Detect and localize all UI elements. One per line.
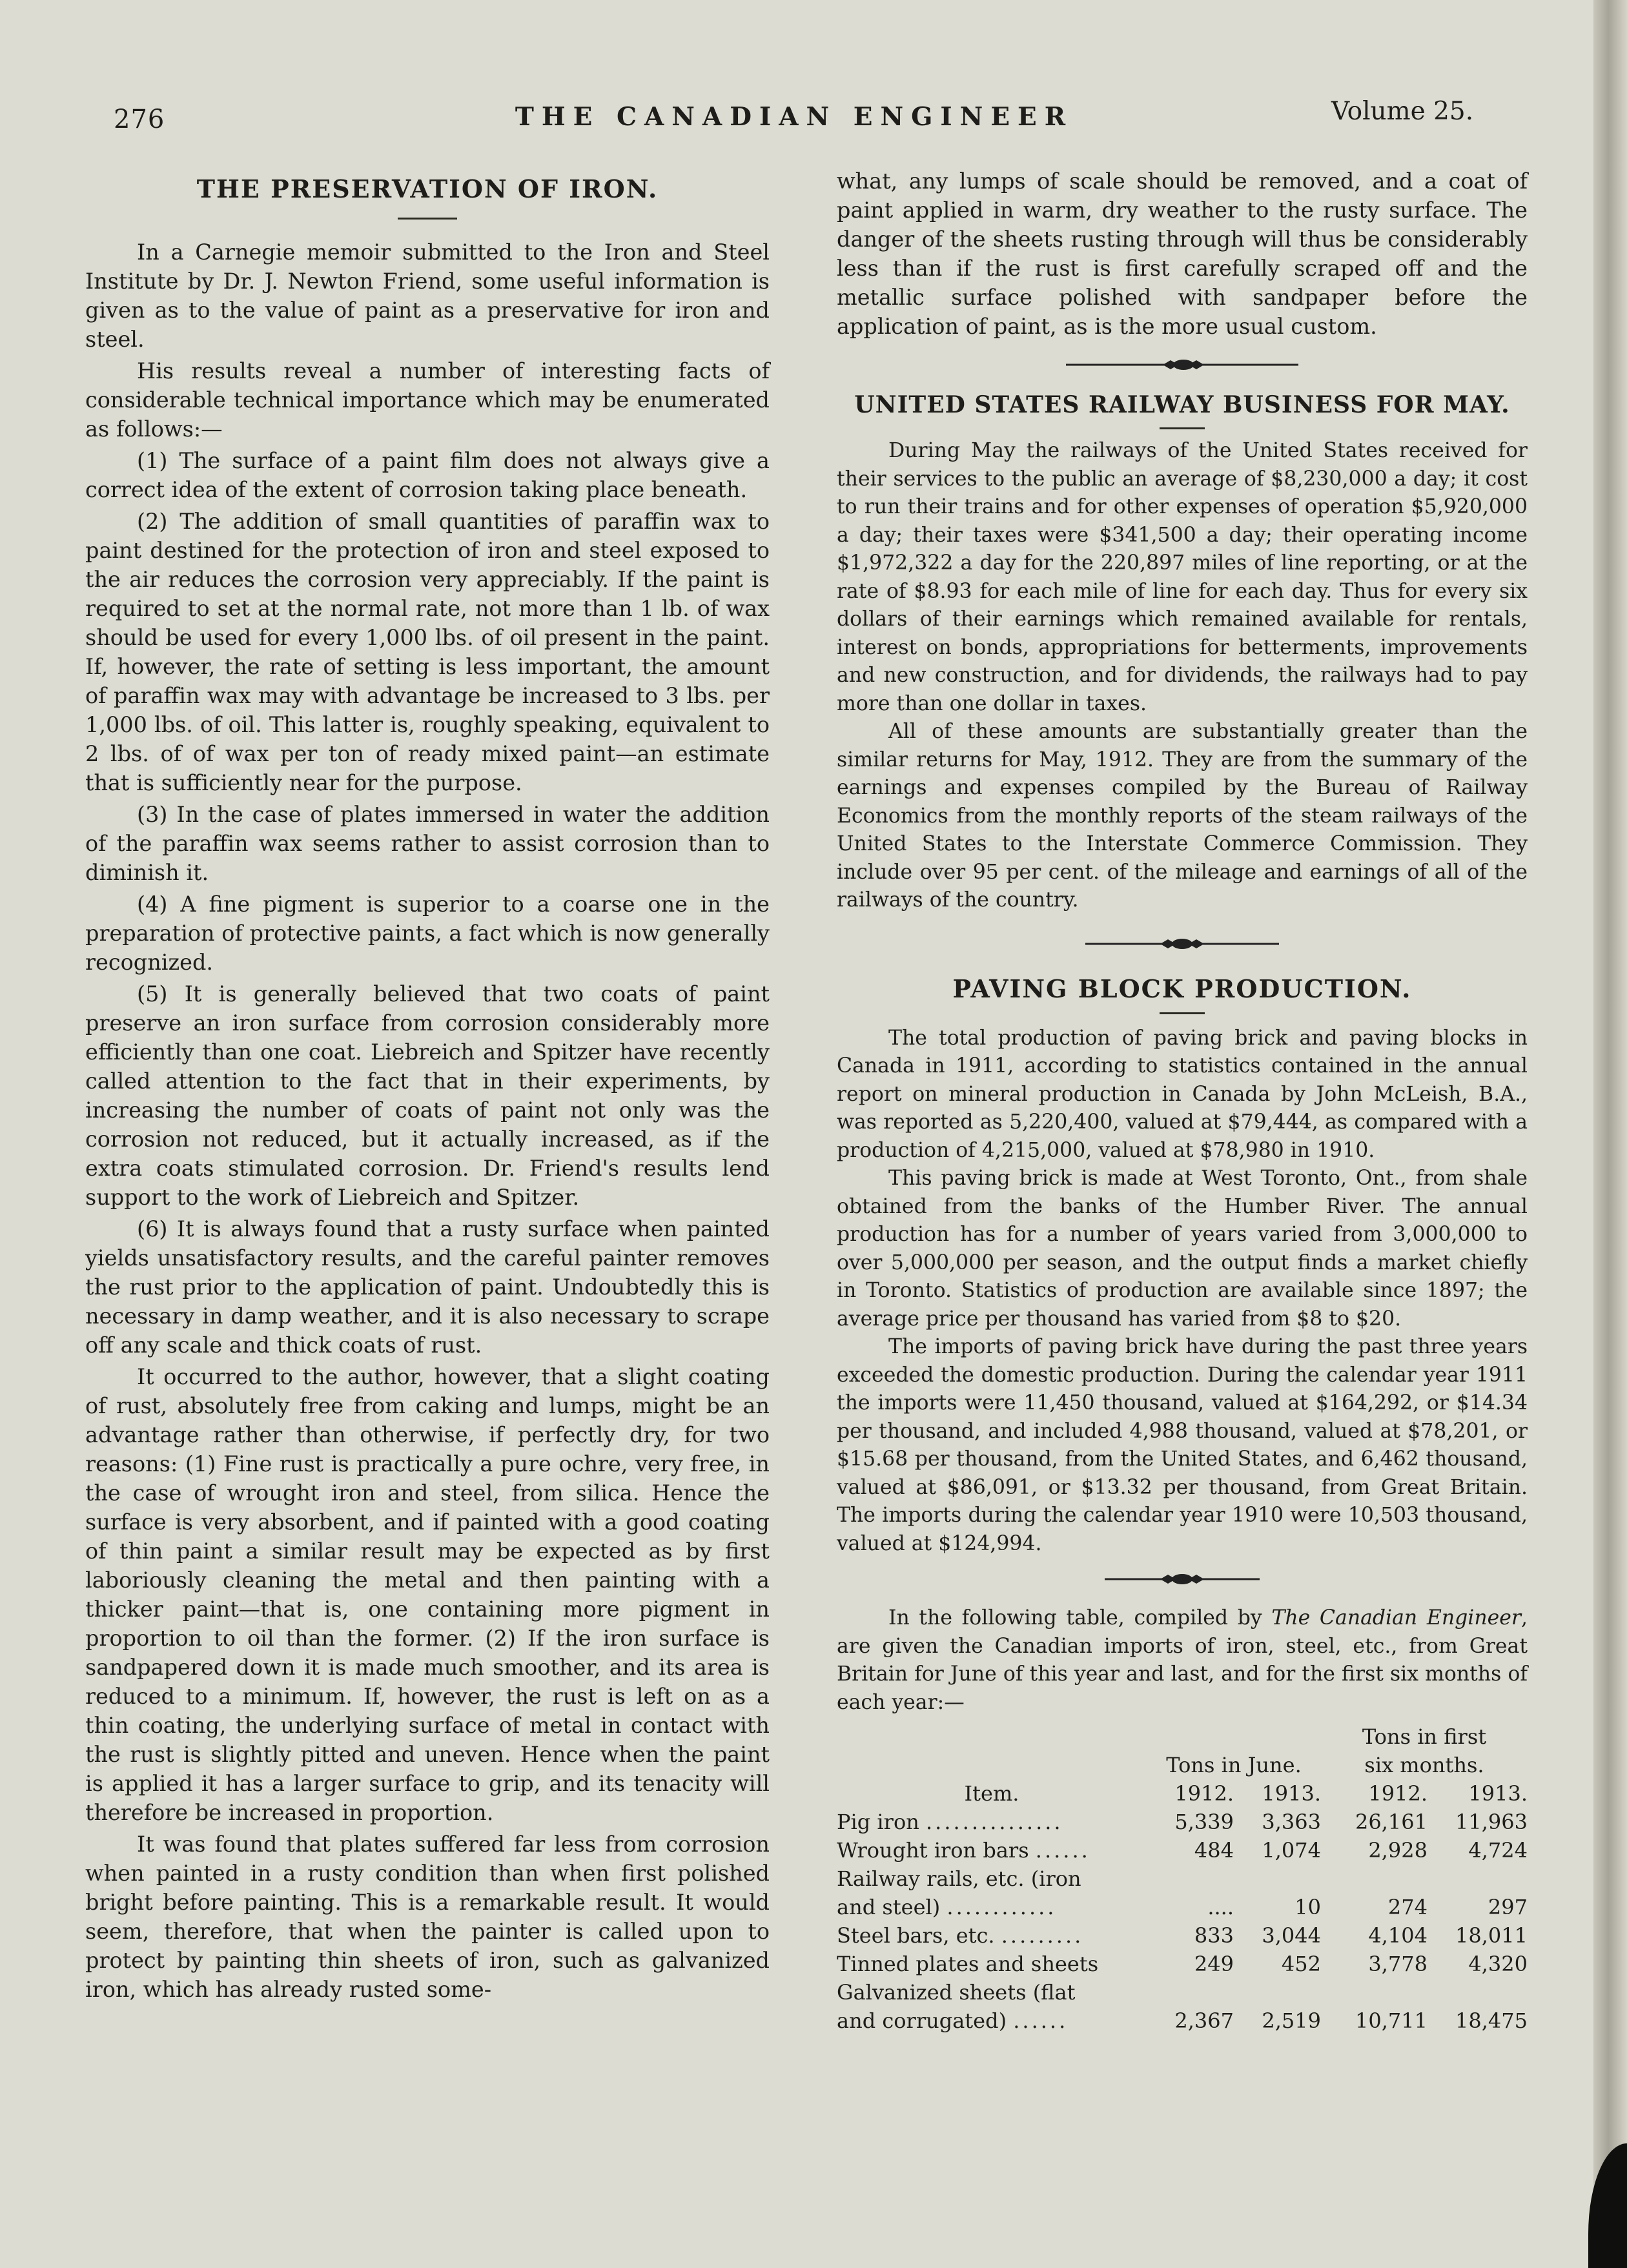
row-item: Pig iron: [837, 1810, 919, 1834]
paragraph: The imports of paving brick have during the past three years exceeded the domestic production. During the calendar year 1911 the imports were 11,450 thousand, valued at $164,292, or $14.34 per thousand, and included 4,988 thousand, valued at $78,201, or $15.68 per thousand, from the United States, and 6,462 thousand, valued at $86,091, or $13.32 per thousand, from Great Britain. The imports during the calendar year 1910 were 10,503 thousand, valued at $124,994.: [837, 1335, 1528, 1555]
table-cell: 452: [1281, 1952, 1321, 1976]
paragraph: During May the railways of the United States received for their services to the public an average of $8,230,000 a day; it cost to run their trains and for other expenses of operation $5,920,000 a day; their taxes were $341,500 a day; their operating income $1,972,322 a day for the 220,897 miles of line reporting, or at the rate of $8.93 for each mile of line for each day. Thus for every six dollars of their earnings which remained available for rentals, interest on bonds, appropriations for betterments, improvements and new construction, and for dividends, the railways had to pay more than one dollar in taxes.: [837, 439, 1528, 715]
table-cell: ....: [1207, 1895, 1234, 1919]
table-cell: 2,367: [1174, 2008, 1234, 2033]
title-rule: [1160, 1012, 1205, 1014]
table-row: [837, 1806, 1528, 1834]
leader-dots: ......: [1035, 1838, 1090, 1863]
railway-article-title: UNITED STATES RAILWAY BUSINESS FOR MAY.: [854, 391, 1510, 418]
paragraph: (3) In the case of plates immersed in water the addition of the paraffin wax seems rather to assist corrosion than to diminish it.: [85, 802, 770, 885]
table-row: [837, 1948, 1528, 1976]
paragraph: In a Carnegie memoir submitted to the Iron and Steel Institute by Dr. J. Newton Friend, some useful information is given as to the value of paint as a preservative for iron and steel.: [85, 240, 770, 352]
table-cell: 18,011: [1455, 1923, 1528, 1948]
table-cell: 3,363: [1262, 1810, 1321, 1834]
header-item: Item.: [964, 1781, 1019, 1806]
row-item: Tinned plates and sheets: [837, 1952, 1099, 1976]
imports-table: [837, 1721, 1528, 2033]
right-column: [837, 167, 1528, 2033]
table-cell: 10: [1294, 1895, 1321, 1919]
table-cell: 4,724: [1468, 1838, 1528, 1863]
table-row: [837, 1919, 1528, 1948]
running-header: [0, 0, 1588, 148]
table-cell: 18,475: [1455, 2008, 1528, 2033]
row-item: Galvanized sheets (flat: [837, 1980, 1076, 2005]
header-six-months-line2: six months.: [1364, 1753, 1484, 1777]
table-cell: 11,963: [1455, 1810, 1528, 1834]
leader-dots: ......: [1013, 2008, 1069, 2033]
table-cell: 4,104: [1368, 1923, 1427, 1948]
paragraph: The total production of paving brick and paving blocks in Canada in 1911, according to statistics contained in the annual report on mineral production in Canada by John McLeish, B.A., was reported as 5,220,400, valued at $79,444, as compared with a production of 4,215,000, valued at $78,980 in 1910.: [837, 1026, 1528, 1162]
table-cell: 274: [1387, 1895, 1427, 1919]
header-year: 1913.: [1262, 1781, 1321, 1806]
iron-article-body: [85, 238, 770, 2004]
table-cell: 2,519: [1262, 2008, 1321, 2033]
ornament-divider: [1085, 937, 1279, 951]
table-header-row: [837, 1721, 1528, 1749]
paving-article-title: PAVING BLOCK PRODUCTION.: [952, 974, 1412, 1003]
table-row: [837, 1863, 1528, 1891]
page-number: 276: [114, 105, 165, 134]
paving-article-body: [837, 1025, 1528, 1558]
railway-article-body: [837, 437, 1528, 915]
leader-dots: ...............: [926, 1810, 1063, 1834]
table-header-row: [837, 1777, 1528, 1806]
ornament-divider: [1105, 1572, 1260, 1586]
header-year: 1913.: [1468, 1781, 1528, 1806]
table-header-row: [837, 1749, 1528, 1777]
page-binding-edge: [1593, 0, 1627, 2268]
table-intro: [837, 1604, 1528, 1717]
table-intro-italic: The Canadian Engineer: [1271, 1606, 1521, 1629]
leader-dots: ............: [947, 1895, 1057, 1919]
table-cell: 5,339: [1174, 1810, 1234, 1834]
table-cell: 484: [1194, 1838, 1234, 1863]
iron-article-title: THE PRESERVATION OF IRON.: [196, 174, 659, 203]
title-rule: [1160, 427, 1205, 429]
table-cell: 2,928: [1368, 1838, 1427, 1863]
row-item: Wrought iron bars: [837, 1838, 1029, 1863]
paragraph: This paving brick is made at West Toronto, Ont., from shale obtained from the banks of the Humber River. The annual production has for a number of years varied from 3,000,000 to over 5,000,000 per season, and the output finds a market chiefly in Toronto. Statistics of production are available since 1897; the average price per thousand has varied from $8 to $20.: [837, 1167, 1528, 1331]
table-cell: 26,161: [1355, 1810, 1427, 1834]
title-rule: [398, 218, 457, 220]
row-item: Railway rails, etc. (iron: [837, 1866, 1081, 1891]
table-cell: 10,711: [1355, 2008, 1427, 2033]
table-cell: 297: [1488, 1895, 1528, 1919]
header-year: 1912.: [1368, 1781, 1427, 1806]
paragraph: It was found that plates suffered far less from corrosion when painted in a rusty condition than when first polished bright before painting. This is a remarkable result. It would seem, therefore, that when the painter is called upon to protect by painting thin sheets of iron, such as galvanized iron, which has already rusted some-: [85, 1832, 770, 2002]
paragraph: (2) The addition of small quantities of paraffin wax to paint destined for the protection of iron and steel exposed to the air reduces the corrosion very appreciably. If the paint is required to set at the normal rate, not more than 1 lb. of wax should be used for every 1,000 lbs. of oil present in the paint. If, however, the rate of setting is less important, the amount of paraffin wax may with advantage be increased to 3 lbs. per 1,000 lbs. of oil. This latter is, roughly speaking, equivalent to 2 lbs. of of wax per ton of ready mixed paint—an estimate that is sufficiently near for the purpose.: [85, 509, 770, 795]
table-intro-after: , are given the Canadian imports of iron, steel, etc., from Great Britain for June of this year and last, and for the first six months of each year:—: [837, 1606, 1528, 1714]
table-cell: 1,074: [1262, 1838, 1321, 1863]
left-column: [85, 167, 770, 2004]
header-year: 1912.: [1174, 1781, 1234, 1806]
paragraph: (4) A fine pigment is superior to a coarse one in the preparation of protective paints, a fact which is now generally recognized.: [85, 892, 770, 975]
table-row: [837, 2005, 1528, 2033]
row-item-continued: and steel): [837, 1895, 941, 1919]
paragraph: All of these amounts are substantially greater than the similar returns for May, 1912. They are from the summary of the earnings and expenses compiled by the Bureau of Railway Economics from the monthly reports of the steam railways of the United States to the Interstate Commerce Commission. They include over 95 per cent. of the mileage and earnings of all of the railways of the country.: [837, 720, 1528, 912]
ornament-divider: [1066, 358, 1298, 372]
table-row: [837, 1891, 1528, 1919]
leader-dots: .........: [1001, 1923, 1084, 1948]
paragraph: It occurred to the author, however, that a slight coating of rust, absolutely free from caking and lumps, might be an advantage rather than otherwise, if perfectly dry, for two reasons: (1) Fine rust is practically a pure ochre, very free, in the case of wrought iron and steel, from silica. Hence the surface is very absorbent, and if painted with a good coating of thin paint a similar result may be expected as by first laboriously cleaning the metal and then painting with a thicker paint—that is, one containing more pigment in proportion to oil than the former. (2) If the iron surface is sandpapered down it is made much smoother, and its area is reduced to a minimum. If, however, the rust is left on as a thin coating, the underlying surface of metal in contact with the rust is slightly pitted and uneven. Hence when the paint is applied it has a larger surface to grip, and its tenacity will therefore be increased in proportion.: [85, 1364, 770, 1825]
volume-label: Volume 25.: [1331, 97, 1474, 126]
paragraph: His results reveal a number of interesting facts of considerable technical importance which may be enumerated as follows:—: [85, 358, 770, 442]
row-item: Steel bars, etc.: [837, 1923, 995, 1948]
paragraph: (1) The surface of a paint film does not always give a correct idea of the extent of corrosion taking place beneath.: [85, 448, 770, 502]
header-june: Tons in June.: [1166, 1753, 1302, 1777]
header-six-months-line1: Tons in first: [1362, 1724, 1487, 1749]
iron-article-continuation: what, any lumps of scale should be removed, and a coat of paint applied in warm, dry weather to the rusty surface. The danger of the sheets rusting through will thus be considerably less than if the rust is first carefully scraped off and the metallic surface polished with sandpaper before the application of paint, as is the more usual custom.: [837, 169, 1528, 339]
journal-title: THE CANADIAN ENGINEER: [515, 102, 1074, 132]
table-row: [837, 1976, 1528, 2005]
table-cell: 3,044: [1262, 1923, 1321, 1948]
paragraph: (5) It is generally believed that two coats of paint preserve an iron surface from corrosion considerably more efficiently than one coat. Liebreich and Spitzer have recently called attention to the fact that in their experiments, by increasing the number of coats of paint not only was the corrosion not reduced, but it actually increased, as if the extra coats stimulated corrosion. Dr. Friend's results lend support to the work of Liebreich and Spitzer.: [85, 981, 770, 1210]
paragraph: (6) It is always found that a rusty surface when painted yields unsatisfactory results, and the careful painter removes the rust prior to the application of paint. Undoubtedly this is necessary in damp weather, and it is also necessary to scrape off any scale and thick coats of rust.: [85, 1216, 770, 1358]
table-cell: 833: [1194, 1923, 1234, 1948]
row-item-continued: and corrugated): [837, 2008, 1007, 2033]
table-cell: 249: [1194, 1952, 1234, 1976]
table-intro-before: In the following table, compiled by: [888, 1606, 1262, 1629]
table-cell: 4,320: [1468, 1952, 1528, 1976]
table-cell: 3,778: [1368, 1952, 1427, 1976]
table-row: [837, 1834, 1528, 1863]
